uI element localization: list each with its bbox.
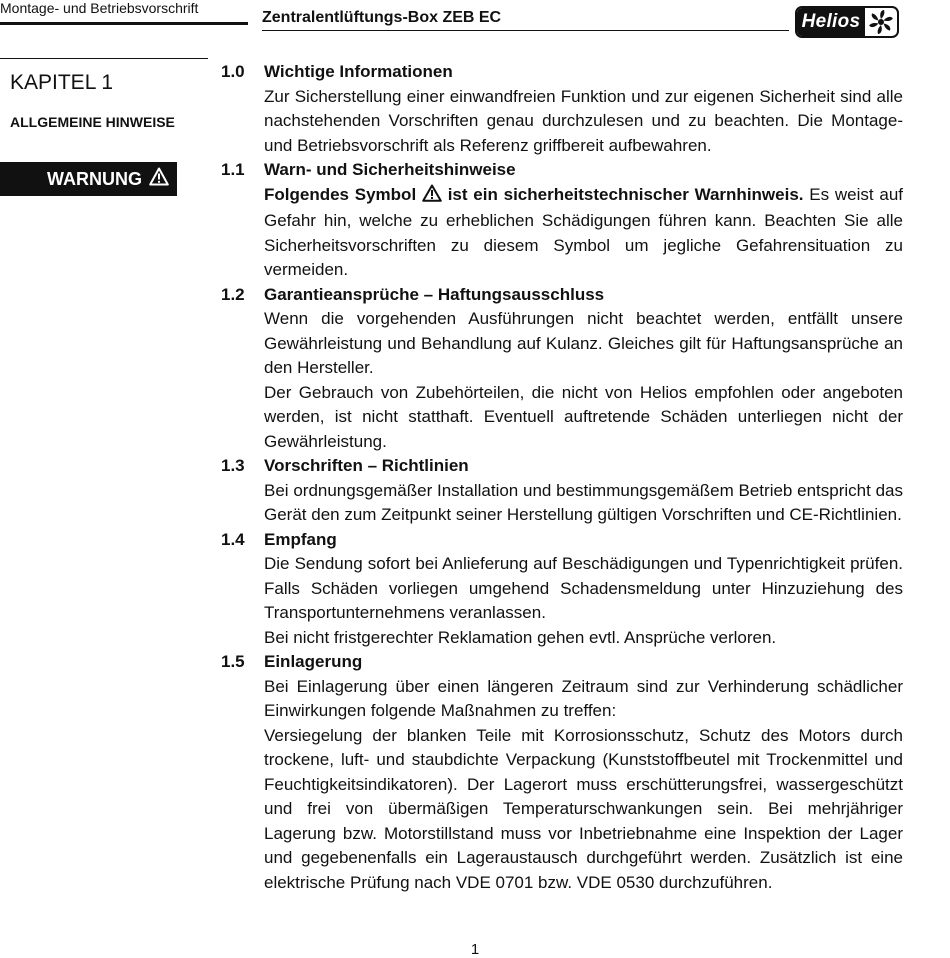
helios-logo: [795, 6, 899, 38]
section-heading: [221, 60, 903, 85]
warning-banner: [0, 162, 177, 196]
warning-label: WARNUNG: [47, 168, 142, 189]
manual-type-label: Montage- und Betriebsvorschrift: [0, 0, 199, 16]
logo-wordmark: Helios: [797, 8, 865, 36]
section-body: [264, 307, 903, 454]
section-body: [264, 675, 903, 896]
warning-triangle-icon: [422, 184, 442, 210]
section-number: 1.4: [221, 529, 245, 549]
paragraph: Zur Sicherstellung einer einwandfreien Funktion und zur eigenen Sicherheit sind alle nachstehenden Vorschriften genau durchzulesen und zu beachten. Die Montage- und Betriebsvorschrift als Referenz griffbereit aufbewahren.: [264, 86, 903, 155]
section-heading: [221, 454, 903, 479]
section-number: 1.2: [221, 284, 245, 304]
paragraph: Bei ordnungsgemäßer Installation und bestimmungsgemäßem Betrieb entspricht das Gerät den zum Zeitpunkt seiner Herstellung gültigen Vorschriften und CE-Richtlinien.: [264, 480, 903, 524]
section-heading: [221, 650, 903, 675]
section-body: [264, 479, 903, 528]
paragraph: Der Gebrauch von Zubehörteilen, die nicht von Helios empfohlen oder angeboten werden, ist nicht statthaft. Eventuell auftretende Schäden unterliegen nicht der Gewährleistung.: [264, 382, 903, 451]
warning-lead-start: Folgendes Symbol: [264, 184, 417, 204]
warning-lead-end: ist ein sicherheitstechnischer Warnhinweis.: [447, 184, 804, 204]
section-number: 1.5: [221, 652, 245, 671]
section-body: [264, 183, 903, 283]
section-title: Wichtige Informationen: [264, 62, 453, 81]
section-body: [264, 552, 903, 650]
paragraph: Bei Einlagerung über einen längeren Zeitraum sind zur Verhinderung schädlicher Einwirkungen folgende Maßnahmen zu treffen:: [264, 676, 903, 720]
section-title: Empfang: [264, 529, 337, 549]
section-number: 1.3: [221, 456, 245, 475]
paragraph: Versiegelung der blanken Teile mit Korrosionsschutz, Schutz des Motors durch trockene, luft- und staubdichte Verpackung (Kunststoffbeutel mit Trockenmittel und Feuchtigkeitsindikatoren). Der Lagerort muss erschütterungsfrei, wassergeschützt und frei von übermäßigen Temperaturschwankungen sein. Bei mehrjähriger Lagerung bzw. Motorstillstand muss vor Inbetriebnahme eine Inspektion der Lager und gegebenenfalls ein Lageraustausch durchgeführt werden. Zusätzlich ist eine elektrische Prüfung nach VDE 0701 bzw. VDE 0530 durchzuführen.: [264, 725, 903, 892]
paragraph: Wenn die vorgehenden Ausführungen nicht beachtet werden, entfällt unsere Gewährleistung und Behandlung auf Kulanz. Gleiches gilt für Haftungsansprüche an den Hersteller.: [264, 309, 903, 377]
chapter-title: KAPITEL 1: [10, 71, 114, 94]
document-title: Zentralentlüftungs-Box ZEB EC: [262, 9, 502, 26]
paragraph: Bei nicht fristgerechter Reklamation gehen evtl. Ansprüche verloren.: [264, 627, 777, 647]
warning-triangle-icon: [149, 167, 169, 191]
sidebar-divider: [0, 58, 208, 59]
paragraph: [264, 183, 903, 283]
manual-type-header: [0, 0, 248, 25]
section-heading: [221, 158, 903, 183]
section-heading: [221, 528, 903, 553]
chapter-subtitle: ALLGEMEINE HINWEISE: [10, 114, 175, 130]
page-number: 1: [470, 941, 480, 958]
paragraph-text: Es weist auf Gefahr hin, welche zu erheblichen Schädigungen führen kann. Beachten Sie alle Sicherheitsvorschriften zu diesem Symbol um jegliche Gefahrensituation zu vermeiden.: [264, 184, 903, 279]
section-body: [264, 85, 903, 159]
fan-icon: [865, 8, 897, 36]
section-number: 1.1: [221, 160, 245, 179]
document-title-header: [262, 8, 789, 31]
main-content: [221, 60, 903, 895]
section-number: 1.0: [221, 62, 245, 81]
section-heading: [221, 283, 903, 308]
paragraph: Die Sendung sofort bei Anlieferung auf Beschädigungen und Typenrichtigkeit prüfen. Falls Schäden vorliegen umgehend Schadensmeldung unter Hinzuziehung des Transportunternehmens veranlassen.: [264, 554, 903, 622]
section-title: Garantieansprüche – Haftungsausschluss: [264, 284, 605, 304]
section-title: Warn- und Sicherheitshinweise: [264, 160, 516, 179]
section-title: Vorschriften – Richtlinien: [264, 456, 469, 475]
section-title: Einlagerung: [264, 652, 363, 671]
